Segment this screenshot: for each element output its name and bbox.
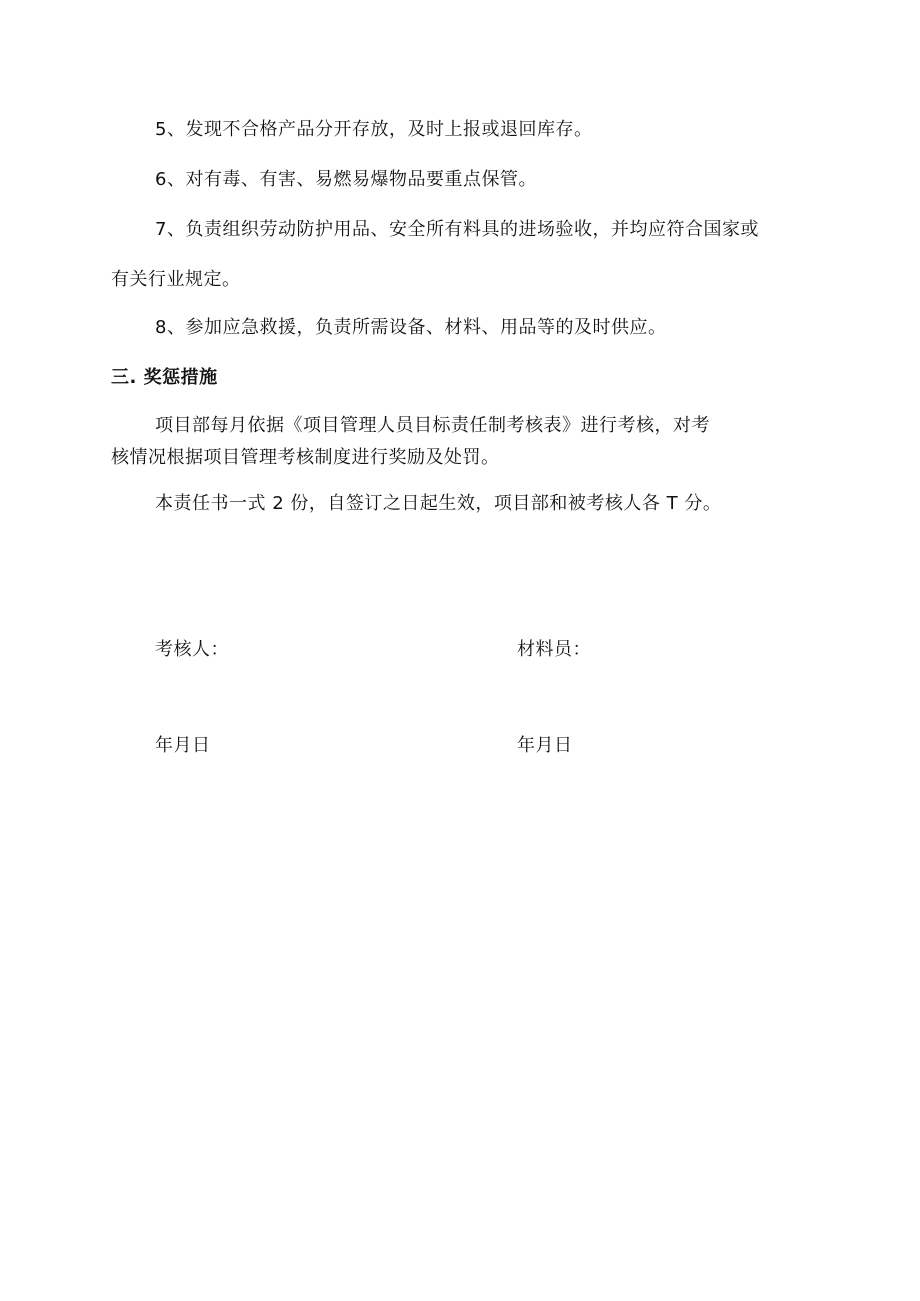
material-staff-date: 年月日 [517, 735, 573, 756]
item-6-text: 6、对有毒、有害、易燃易爆物品要重点保管。 [155, 169, 537, 190]
assessor-label: 考核人： [155, 639, 229, 660]
item-5-text: 5、发现不合格产品分开存放，及时上报或退回库存。 [155, 119, 593, 140]
item-7-text-line1: 7、负责组织劳动防护用品、安全所有料具的进场验收，并均应符合国家或 [155, 219, 759, 240]
item-7-text-line2: 有关行业规定。 [111, 269, 241, 290]
section-3-heading: 三. 奖惩措施 [111, 367, 218, 388]
section-3-paragraph-line1: 项目部每月依据《项目管理人员目标责任制考核表》进行考核，对考 [155, 415, 710, 436]
assessor-date: 年月日 [155, 735, 211, 756]
item-8-text: 8、参加应急救援，负责所需设备、材料、用品等的及时供应。 [155, 317, 667, 338]
validity-statement: 本责任书一式 2 份，自签订之日起生效，项目部和被考核人各 T 分。 [155, 493, 722, 514]
section-3-paragraph-line2: 核情况根据项目管理考核制度进行奖励及处罚。 [111, 447, 500, 468]
material-staff-label: 材料员： [517, 639, 591, 660]
